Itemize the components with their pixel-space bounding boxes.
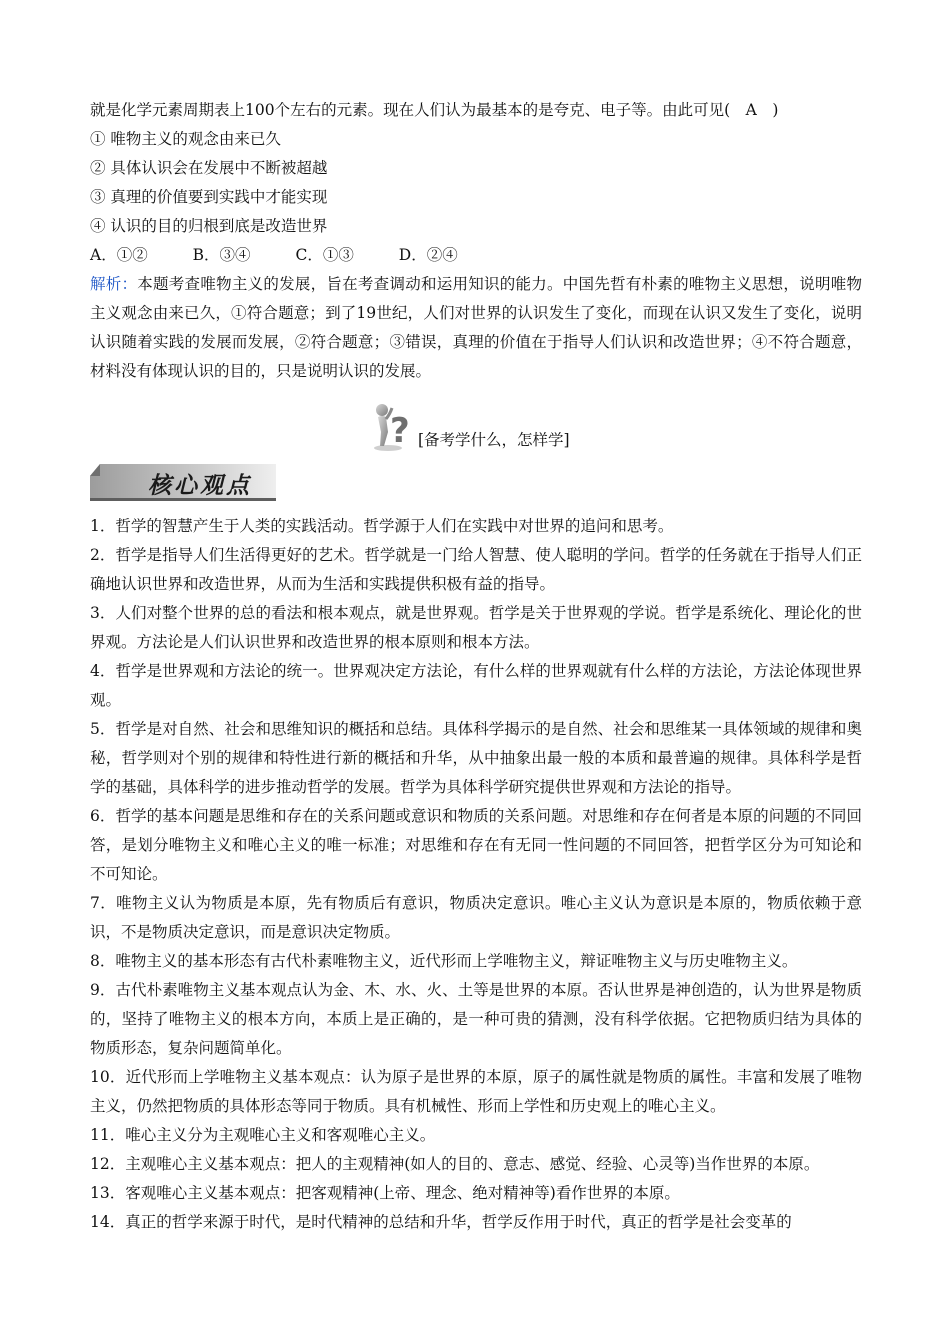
list-item: 9．古代朴素唯物主义基本观点认为金、木、水、火、土等是世界的本原。否认世界是神创造的，认为世界是物质的，坚持了唯物主义的根本方向，本质上是正确的，是一种可贵的猜测，没有科学依据。它把物质归结为具体的物质形态，复杂问题简单化。 xyxy=(90,981,862,1057)
analysis xyxy=(90,270,862,386)
option-b: B．③④ xyxy=(192,246,251,264)
banner-text: [备考学什么，怎样学] xyxy=(418,431,570,449)
option-d: D．②④ xyxy=(398,246,458,264)
section-header xyxy=(90,462,862,504)
list-item: 10．近代形而上学唯物主义基本观点：认为原子是世界的本原，原子的属性就是物质的属性。丰富和发展了唯物主义，仍然把物质的具体形态等同于物质。具有机械性、形而上学性和历史观上的唯心主义。 xyxy=(90,1068,862,1115)
statement-1: ① 唯物主义的观念由来已久 xyxy=(90,130,281,148)
list-item: 1．哲学的智慧产生于人类的实践活动。哲学源于人们在实践中对世界的追问和思考。 xyxy=(90,517,674,535)
analysis-text: 本题考查唯物主义的发展，旨在考查调动和运用知识的能力。中国先哲有朴素的唯物主义思想，说明唯物主义观念由来已久，①符合题意；到了19世纪，人们对世界的认识发生了变化，而现在认识又发生了变化，说明认识随着实践的发展而发展，②符合题意；③错误，真理的价值在于指导人们认识和改造世界；④不符合题意，材料没有体现认识的目的，只是说明认识的发展。 xyxy=(90,275,862,380)
page-content xyxy=(90,96,862,1237)
list-item: 11．唯心主义分为主观唯心主义和客观唯心主义。 xyxy=(90,1126,436,1144)
question-mark-figure-icon xyxy=(370,400,414,452)
list-item: 12．主观唯心主义基本观点：把人的主观精神(如人的目的、意志、感觉、经验、心灵等)当作世界的本原。 xyxy=(90,1155,820,1173)
option-c: C．①③ xyxy=(295,246,354,264)
question-continuation: 就是化学元素周期表上100个左右的元素。现在人们认为最基本的是夸克、电子等。由此可见( A ) xyxy=(90,101,779,119)
list-item: 7．唯物主义认为物质是本原，先有物质后有意识，物质决定意识。唯心主义认为意识是本原的，物质依赖于意识，不是物质决定意识，而是意识决定物质。 xyxy=(90,894,862,941)
analysis-label: 解析： xyxy=(90,275,138,293)
list-item: 14．真正的哲学来源于时代，是时代精神的总结和升华，哲学反作用于时代，真正的哲学是社会变革的 xyxy=(90,1213,792,1231)
study-banner xyxy=(90,400,862,456)
answer-options xyxy=(90,241,862,270)
option-a: A．①② xyxy=(90,246,148,264)
list-item: 8．唯物主义的基本形态有古代朴素唯物主义，近代形而上学唯物主义，辩证唯物主义与历史唯物主义。 xyxy=(90,952,798,970)
statement-2: ② 具体认识会在发展中不断被超越 xyxy=(90,159,328,177)
list-item: 3．人们对整个世界的总的看法和根本观点，就是世界观。哲学是关于世界观的学说。哲学是系统化、理论化的世界观。方法论是人们认识世界和改造世界的根本原则和根本方法。 xyxy=(90,604,862,651)
list-item: 2．哲学是指导人们生活得更好的艺术。哲学就是一门给人智慧、使人聪明的学问。哲学的任务就在于指导人们正确地认识世界和改造世界，从而为生活和实践提供积极有益的指导。 xyxy=(90,546,862,593)
list-item: 5．哲学是对自然、社会和思维知识的概括和总结。具体科学揭示的是自然、社会和思维某一具体领域的规律和奥秘，哲学则对个别的规律和特性进行新的概括和升华，从中抽象出最一般的本质和最普遍的规律。具体科学是哲学的基础，具体科学的进步推动哲学的发展。哲学为具体科学研究提供世界观和方法论的指导。 xyxy=(90,720,862,796)
list-item: 13．客观唯心主义基本观点：把客观精神(上帝、理念、绝对精神等)看作世界的本原。 xyxy=(90,1184,680,1202)
svg-text:?: ? xyxy=(390,411,410,451)
list-item: 6．哲学的基本问题是思维和存在的关系问题或意识和物质的关系问题。对思维和存在何者是本原的问题的不同回答，是划分唯物主义和唯心主义的唯一标准；对思维和存在有无同一性问题的不同回答，把哲学区分为可知论和不可知论。 xyxy=(90,807,862,883)
section-title: 核心观点 xyxy=(148,473,252,499)
core-points-list xyxy=(90,512,862,1237)
list-item: 4．哲学是世界观和方法论的统一。世界观决定方法论，有什么样的世界观就有什么样的方法论，方法论体现世界观。 xyxy=(90,662,862,709)
statement-3: ③ 真理的价值要到实践中才能实现 xyxy=(90,188,328,206)
statement-4: ④ 认识的目的归根到底是改造世界 xyxy=(90,217,328,235)
